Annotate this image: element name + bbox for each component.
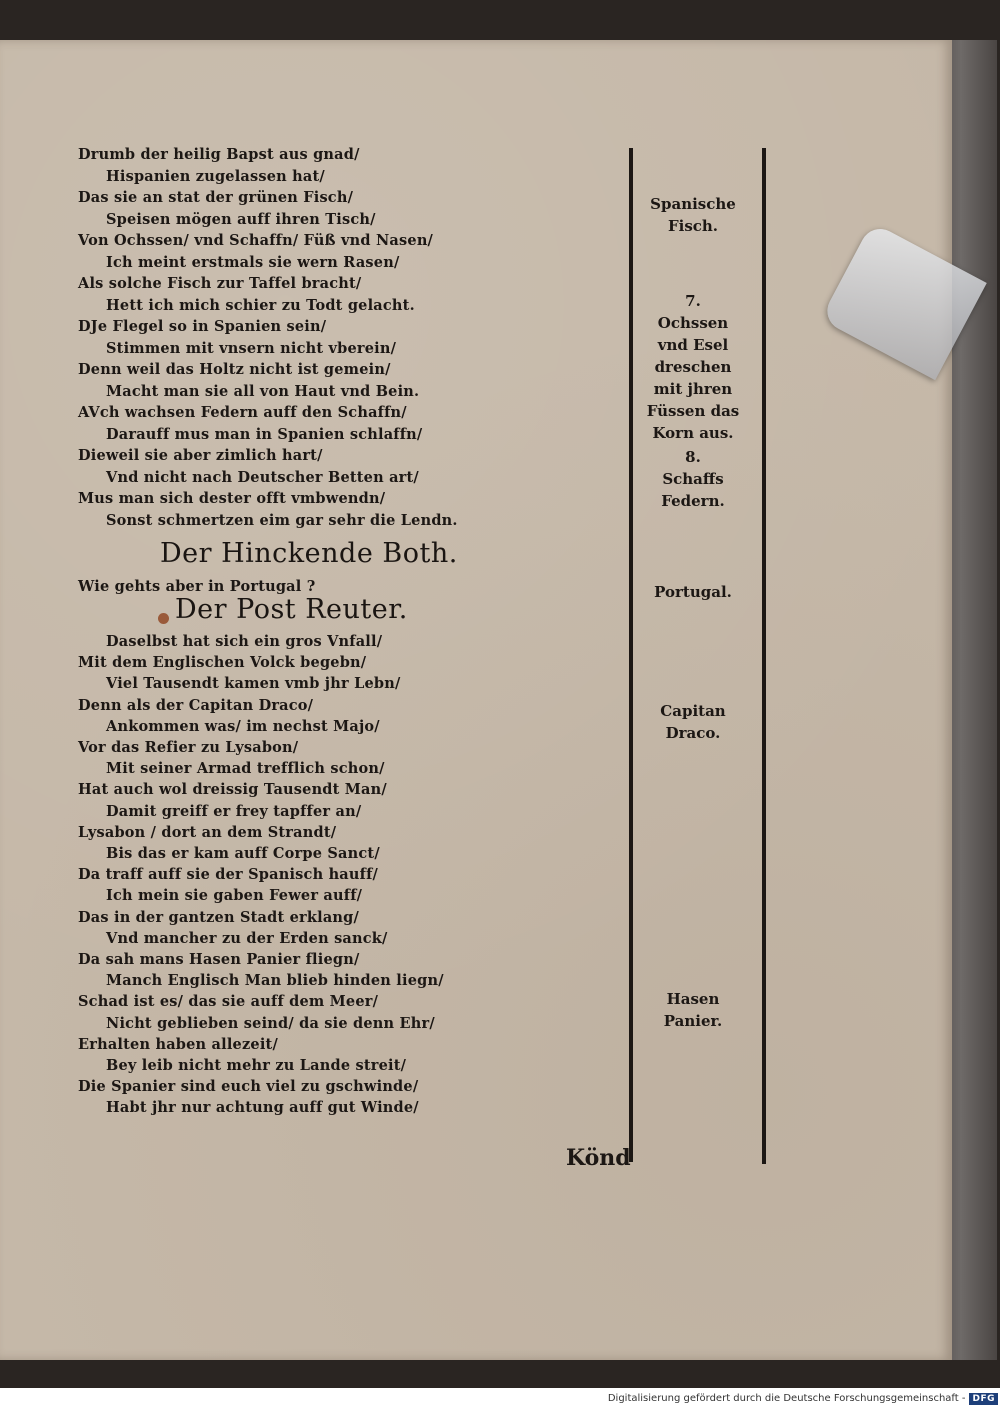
gloss-line: Füssen das [646, 402, 740, 420]
verse-line: Speisen mögen auff ihren Tisch/ [106, 210, 376, 228]
verse-line: Erhalten haben allezeit/ [78, 1035, 278, 1053]
gloss-spanische-fisch [640, 193, 746, 237]
heading-post-reuter: Der Post Reuter. [175, 594, 408, 625]
verse-line: Bis das er kam auff Corpe Sanct/ [106, 845, 380, 862]
verse-line: Lysabon / dort an dem Strandt/ [78, 823, 337, 841]
verse-line: Ich meint erstmals sie wern Rasen/ [106, 253, 400, 271]
verse-line: Das sie an stat der grünen Fisch/ [78, 189, 354, 206]
verse-line: Bey leib nicht mehr zu Lande streit/ [106, 1057, 407, 1074]
ink-stain [158, 613, 169, 624]
gloss-line: Panier. [663, 1012, 723, 1030]
verse-line: AVch wachsen Federn auff den Schaffn/ [78, 404, 407, 421]
verse-line: Hispanien zugelassen hat/ [106, 167, 325, 185]
gloss-hasen-panier [640, 988, 746, 1032]
verse-line: Ich mein sie gaben Fewer auff/ [106, 887, 363, 905]
gloss-line: dreschen [654, 358, 732, 376]
margin-rule-left [629, 148, 633, 1162]
verse-line: Dieweil sie aber zimlich hart/ [78, 447, 323, 464]
verse-line: DJe Flegel so in Spanien sein/ [78, 318, 327, 335]
verse-line: Von Ochssen/ vnd Schaffn/ Füß vnd Nasen/ [78, 232, 434, 249]
verse-line: Habt jhr nur achtung auff gut Winde/ [106, 1099, 419, 1117]
gloss-portugal [640, 581, 746, 603]
verse-line: Als solche Fisch zur Taffel bracht/ [78, 275, 362, 292]
gloss-line: Schaffs [662, 470, 724, 488]
verse-line: Vnd mancher zu der Erden sanck/ [106, 929, 388, 947]
verse-line: Hat auch wol dreissig Tausendt Man/ [78, 781, 387, 799]
gloss-ochssen-esel [640, 290, 746, 444]
verse-line: Darauff mus man in Spanien schlaffn/ [106, 425, 423, 443]
verse-line: Ankommen was/ im nechst Majo/ [106, 717, 380, 735]
verse-line: Die Spanier sind euch viel zu gschwinde/ [78, 1078, 419, 1096]
verse-line: Nicht geblieben seind/ da sie denn Ehr/ [106, 1014, 435, 1032]
verse-line: Mit seiner Armad trefflich schon/ [106, 760, 385, 778]
verse-line: Hett ich mich schier zu Todt gelacht. [106, 296, 415, 314]
footer-credit-text: Digitalisierung gefördert durch die Deutsche Forschungsgemeinschaft - [607, 1393, 966, 1404]
heading-hinckende-both: Der Hinckende Both. [160, 538, 458, 569]
verse-line: Schad ist es/ das sie auff dem Meer/ [78, 993, 379, 1011]
gloss-line: Capitan [660, 702, 726, 720]
gloss-capitan-draco [640, 700, 746, 744]
gloss-line: Spanische [650, 195, 736, 213]
gloss-line: Korn aus. [652, 424, 734, 442]
gloss-line: Federn. [661, 492, 725, 510]
verse-line: Vnd nicht nach Deutscher Betten art/ [106, 468, 419, 486]
dfg-logo: DFG [969, 1393, 998, 1405]
verse-line: Das in der gantzen Stadt erklang/ [78, 908, 359, 926]
verse-line: Daselbst hat sich ein gros Vnfall/ [106, 633, 383, 650]
verse-line: Mit dem Englischen Volck begebn/ [78, 654, 367, 672]
verse-line: Da traff auff sie der Spanisch hauff/ [78, 866, 379, 884]
gloss-line: Hasen [666, 990, 720, 1008]
gloss-line: Ochssen [657, 314, 729, 332]
verse-line: Sonst schmertzen eim gar sehr die Lendn. [106, 511, 458, 529]
verse-line: Denn als der Capitan Draco/ [78, 696, 314, 714]
verse-line: Viel Tausendt kamen vmb jhr Lebn/ [106, 675, 401, 693]
verse-line: Manch Englisch Man blieb hinden liegn/ [106, 972, 444, 990]
verse-line: Damit greiff er frey tapffer an/ [106, 802, 362, 820]
verse-line: Vor das Refier zu Lysabon/ [78, 739, 299, 756]
gloss-line: 7. [685, 292, 701, 310]
verse-line: Denn weil das Holtz nicht ist gemein/ [78, 361, 391, 378]
gloss-line: Fisch. [667, 217, 719, 235]
verse-line: Mus man sich dester offt vmbwendn/ [78, 490, 386, 507]
verse-line: Stimmen mit vnsern nicht vberein/ [106, 339, 397, 357]
verse-line: Macht man sie all von Haut vnd Bein. [106, 382, 420, 400]
gloss-line: Draco. [665, 724, 721, 742]
gloss-line: mit jhren [653, 380, 733, 398]
verse-line: Da sah mans Hasen Panier fliegn/ [78, 951, 360, 968]
gloss-schaffs-federn [640, 446, 746, 512]
footer-credit [608, 1390, 1000, 1407]
gloss-line: vnd Esel [657, 336, 729, 354]
verse-line: Drumb der heilig Bapst aus gnad/ [78, 146, 360, 163]
margin-rule-right [762, 148, 766, 1164]
gloss-line: 8. [685, 448, 701, 466]
gloss-line: Portugal. [654, 583, 732, 601]
catchword: Könd [566, 1145, 631, 1171]
question-line: Wie gehts aber in Portugal ? [78, 578, 316, 595]
